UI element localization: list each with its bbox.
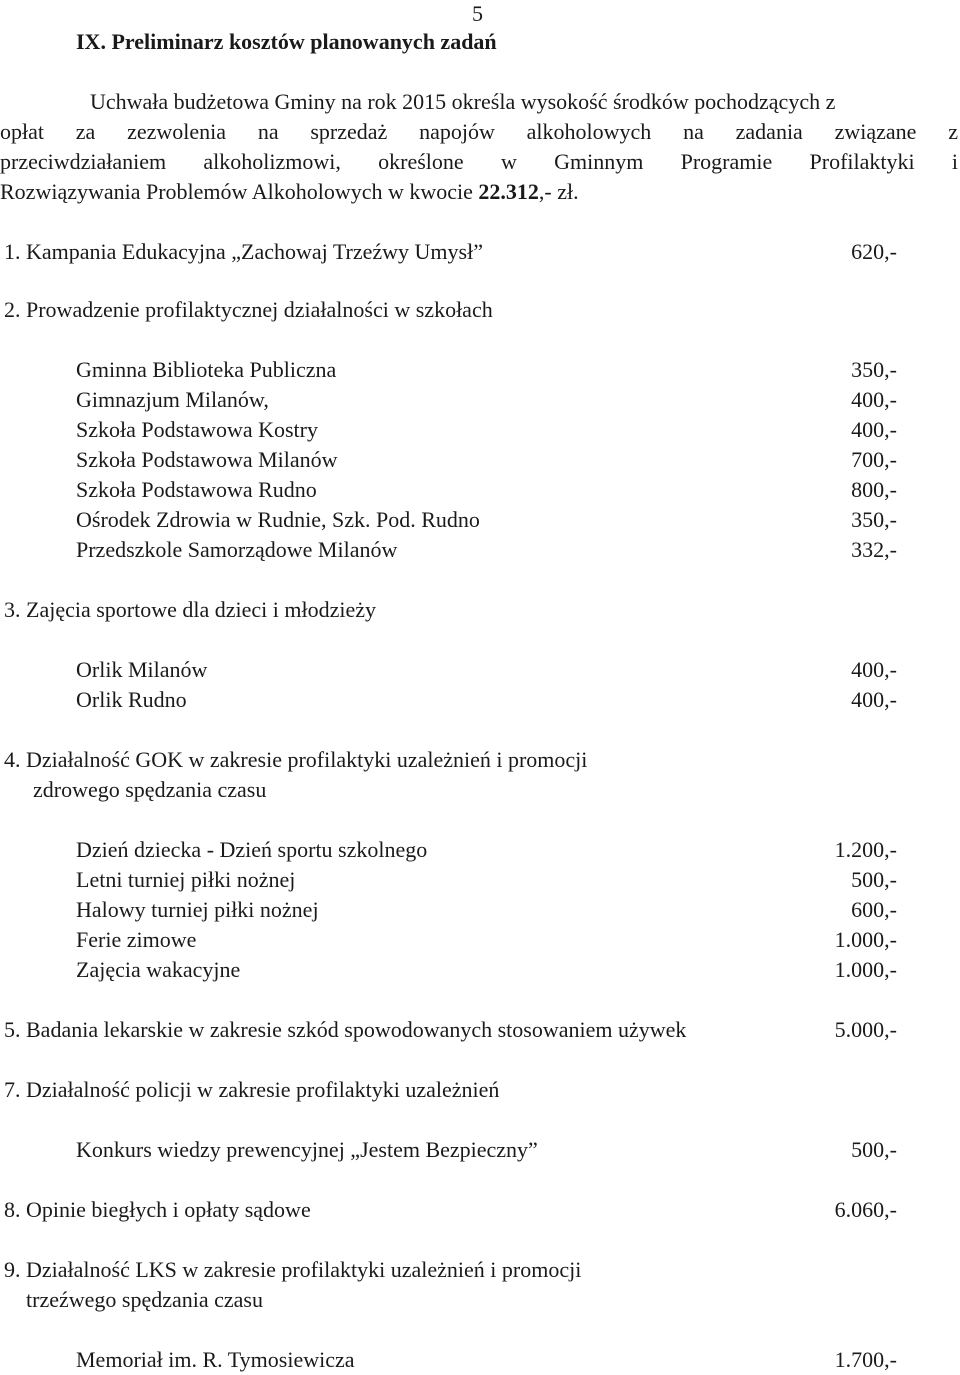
- section-8-title: 8. Opinie biegłych i opłaty sądowe: [4, 1197, 311, 1222]
- list-item-label: Szkoła Podstawowa Rudno: [76, 477, 317, 502]
- intro-total-amount: 22.312: [478, 179, 539, 204]
- list-item-label: Zajęcia wakacyjne: [76, 957, 241, 982]
- section-4-title-line-1: 4. Działalność GOK w zakresie profilaktyki uzależnień i promocji: [4, 747, 588, 772]
- section-9-title-line-1: 9. Działalność LKS w zakresie profilaktyki uzależnień i promocji: [4, 1257, 582, 1282]
- list-item-label: Ferie zimowe: [76, 927, 197, 952]
- list-item-label: Gminna Biblioteka Publiczna: [76, 357, 337, 382]
- section-8-amount: 6.060,-: [834, 1197, 897, 1222]
- section-3-title: 3. Zajęcia sportowe dla dzieci i młodzieży: [4, 597, 377, 622]
- section-heading: IX. Preliminarz kosztów planowanych zadań: [76, 29, 497, 54]
- list-item-amount: 1.700,-: [834, 1347, 897, 1372]
- section-5-amount: 5.000,-: [834, 1017, 897, 1042]
- list-item-label: Gimnazjum Milanów,: [76, 387, 269, 412]
- list-item-amount: 600,-: [851, 897, 897, 922]
- list-item-label: Ośrodek Zdrowia w Rudnie, Szk. Pod. Rudno: [76, 507, 480, 532]
- list-item-amount: 1.000,-: [834, 927, 897, 952]
- section-2-title: 2. Prowadzenie profilaktycznej działalności w szkołach: [4, 297, 493, 322]
- list-item-amount: 800,-: [851, 477, 897, 502]
- page-number: 5: [472, 1, 483, 26]
- list-item-amount: 500,-: [851, 867, 897, 892]
- list-item-amount: 700,-: [851, 447, 897, 472]
- intro-line-4: [0, 181, 958, 203]
- list-item-amount: 332,-: [851, 537, 897, 562]
- list-item-label: Dzień dziecka - Dzień sportu szkolnego: [76, 837, 428, 862]
- list-item-amount: 350,-: [851, 507, 897, 532]
- list-item-amount: 350,-: [851, 357, 897, 382]
- list-item-label: Konkurs wiedzy prewencyjnej „Jestem Bezpieczny”: [76, 1137, 538, 1162]
- list-item-amount: 400,-: [851, 687, 897, 712]
- list-item-amount: 400,-: [851, 657, 897, 682]
- intro-line-4-suffix: ,- zł.: [538, 179, 579, 204]
- list-item-amount: 500,-: [851, 1137, 897, 1162]
- intro-line-2: opłat za zezwolenia na sprzedaż napojów alkoholowych na zadania związane z: [0, 119, 958, 144]
- intro-line-1: Uchwała budżetowa Gminy na rok 2015 określa wysokość środków pochodzących z: [90, 89, 836, 114]
- list-item-label: Orlik Milanów: [76, 657, 208, 682]
- list-item-amount: 1.200,-: [834, 837, 897, 862]
- section-4-title-line-2: zdrowego spędzania czasu: [33, 777, 267, 802]
- list-item-label: Szkoła Podstawowa Kostry: [76, 417, 318, 442]
- list-item-label: Memoriał im. R. Tymosiewicza: [76, 1347, 355, 1372]
- list-item-amount: 400,-: [851, 387, 897, 412]
- section-1-amount: 620,-: [851, 239, 897, 264]
- list-item-label: Przedszkole Samorządowe Milanów: [76, 537, 398, 562]
- list-item-amount: 400,-: [851, 417, 897, 442]
- list-item-label: Orlik Rudno: [76, 687, 187, 712]
- list-item-label: Szkoła Podstawowa Milanów: [76, 447, 338, 472]
- list-item-label: Halowy turniej piłki nożnej: [76, 897, 319, 922]
- section-9-title-line-2: trzeźwego spędzania czasu: [26, 1287, 263, 1312]
- section-5-title: 5. Badania lekarskie w zakresie szkód spowodowanych stosowaniem używek: [4, 1017, 687, 1042]
- list-item-amount: 1.000,-: [834, 957, 897, 982]
- list-item-label: Letni turniej piłki nożnej: [76, 867, 296, 892]
- intro-line-3: przeciwdziałaniem alkoholizmowi, określone w Gminnym Programie Profilaktyki i: [0, 149, 958, 174]
- section-7-title: 7. Działalność policji w zakresie profilaktyki uzależnień: [4, 1077, 500, 1102]
- intro-line-4-text: Rozwiązywania Problemów Alkoholowych w kwocie: [0, 179, 479, 204]
- section-1-title: 1. Kampania Edukacyjna „Zachowaj Trzeźwy Umysł”: [4, 239, 483, 264]
